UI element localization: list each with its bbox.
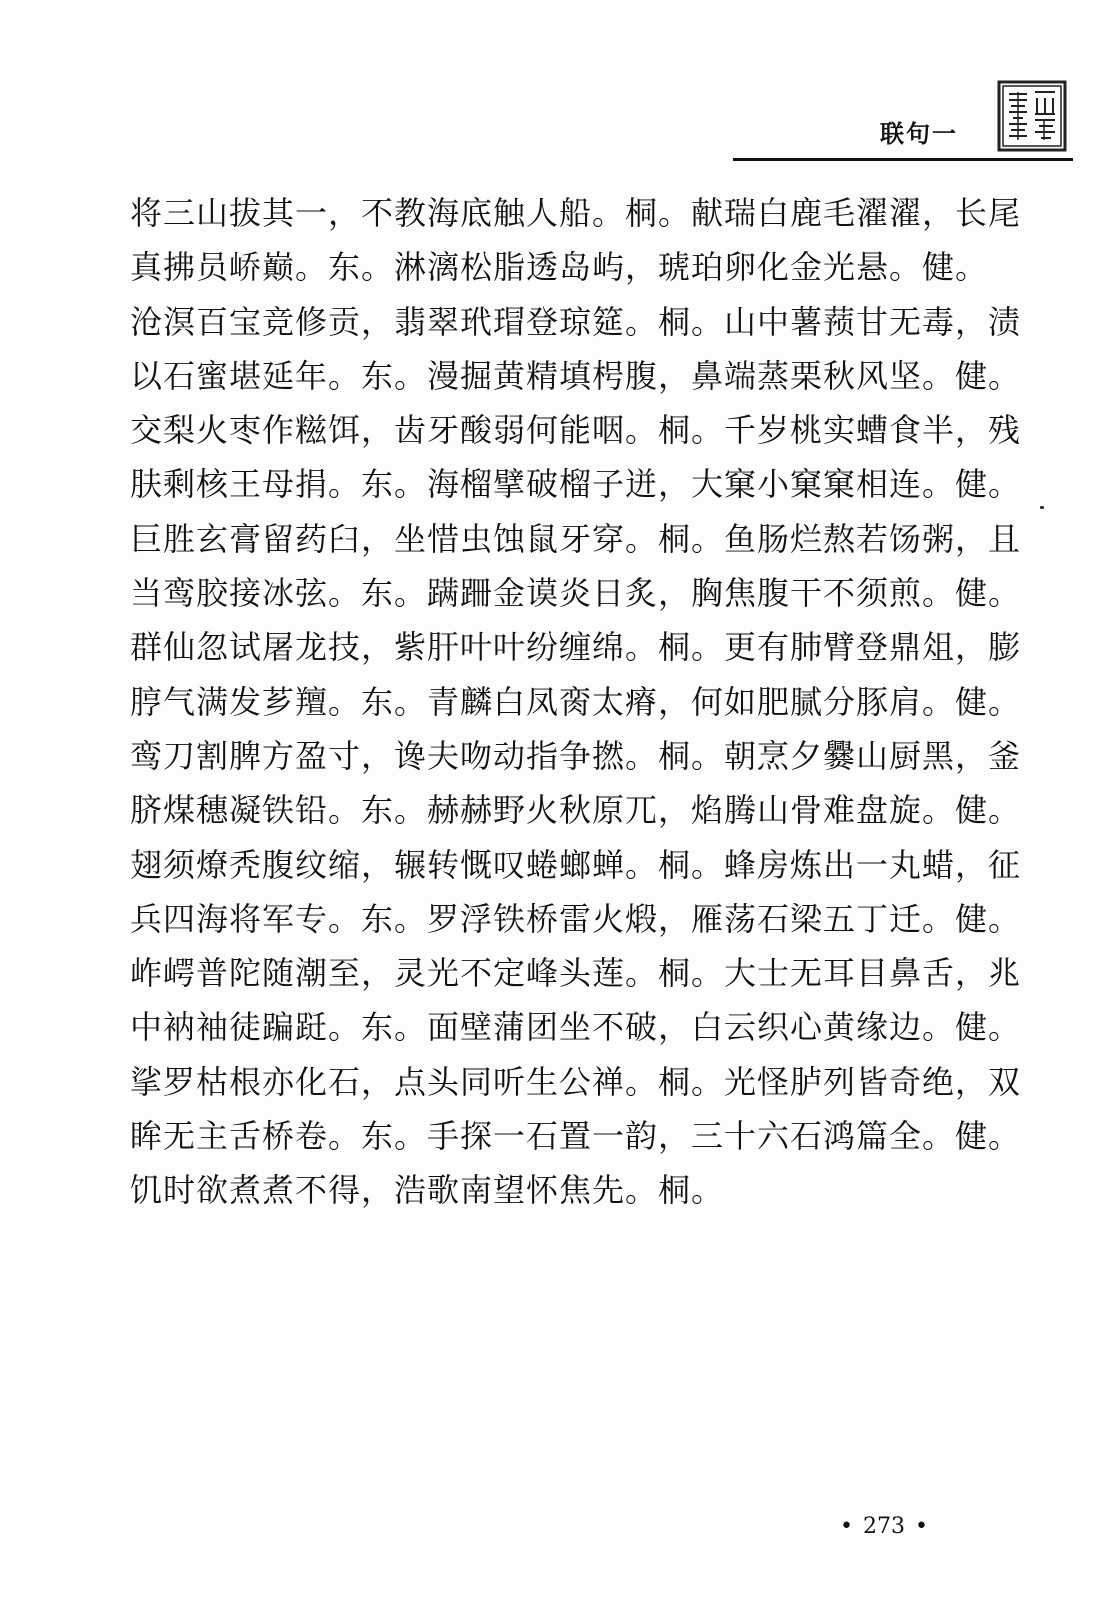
text-line: 以石蜜堪延年。东。漫掘黄精填枵腹，鼻端蒸栗秋风坚。健。 [130, 356, 1022, 395]
text-line: 岞崿普陀随潮至，灵光不定峰头莲。桐。大士无耳目鼻舌，兆 [130, 954, 1022, 993]
page-number-bullet-right: • [914, 1514, 928, 1539]
text-line: 脝气满发芗羶。东。青麟白凤脔太瘠，何如肥腻分豚肩。健。 [130, 682, 1022, 721]
text-line: 群仙忽试屠龙技，紫肝叶叶纷缠绵。桐。更有肺臂登鼎俎，膨 [130, 628, 1022, 667]
text-line: 巨胜玄膏留药臼，坐惜虫蚀鼠牙穿。桐。鱼肠烂熬若饧粥，且 [130, 519, 1022, 558]
text-line: 将三山拔其一，不教海底触人船。桐。献瑞白鹿毛濯濯，长尾 [130, 194, 1022, 232]
poem-body [130, 186, 1022, 1218]
header-rule [733, 158, 1073, 161]
page-number-bullet-left: • [840, 1514, 853, 1539]
text-line: 沧溟百宝竞修贡，翡翠玳瑁登琼筵。桐。山中薯蓣甘无毒，渍 [130, 302, 1022, 341]
seal-stamp-icon [997, 80, 1067, 152]
text-line: 脐煤穗凝铁铅。东。赫赫野火秋原兀，焰腾山骨难盘旋。健。 [130, 791, 1022, 830]
text-line: 翅须燎秃腹纹缩，辗转慨叹蜷螂蝉。桐。蜂房炼出一丸蜡，征 [130, 845, 1022, 884]
running-header-title: 联句一 [880, 120, 958, 148]
text-line: 兵四海将军专。东。罗浮铁桥雷火煅，雁荡石梁五丁迁。健。 [130, 899, 1022, 938]
text-line: 鸾刀割脾方盈寸，谗夫吻动指争撚。桐。朝烹夕爨山厨黑，釜 [130, 736, 1022, 775]
text-line: 中衲袖徒蹁跹。东。面壁蒲团坐不破，白云织心黄缘边。健。 [130, 1008, 1022, 1047]
text-line: 肤剩核王母捐。东。海榴擘破榴子迸，大窠小窠窠相连。健。 [130, 465, 1022, 504]
text-line: 眸无主舌桥卷。东。手探一石置一韵，三十六石鸿篇全。健。 [130, 1117, 1022, 1156]
text-line: 真拂员峤巅。东。淋漓松脂透岛屿，琥珀卵化金光悬。健。 [130, 248, 989, 287]
page-number [830, 1514, 938, 1539]
text-line: 当鸾胶接冰弦。东。蹒跚金谟炎日炙，胸焦腹干不须煎。健。 [130, 574, 1022, 613]
text-line: 交梨火枣作糍饵，齿牙酸弱何能咽。桐。千岁桃实螬食半，残 [130, 411, 1022, 450]
page-number-value: 273 [862, 1514, 905, 1539]
text-line: 挲罗枯根亦化石，点头同听生公禅。桐。光怪胪列皆奇绝，双 [130, 1062, 1022, 1101]
scan-speck [1040, 506, 1044, 509]
text-line: 饥时欲煮煮不得，浩歌南望怀焦先。桐。 [130, 1171, 725, 1210]
